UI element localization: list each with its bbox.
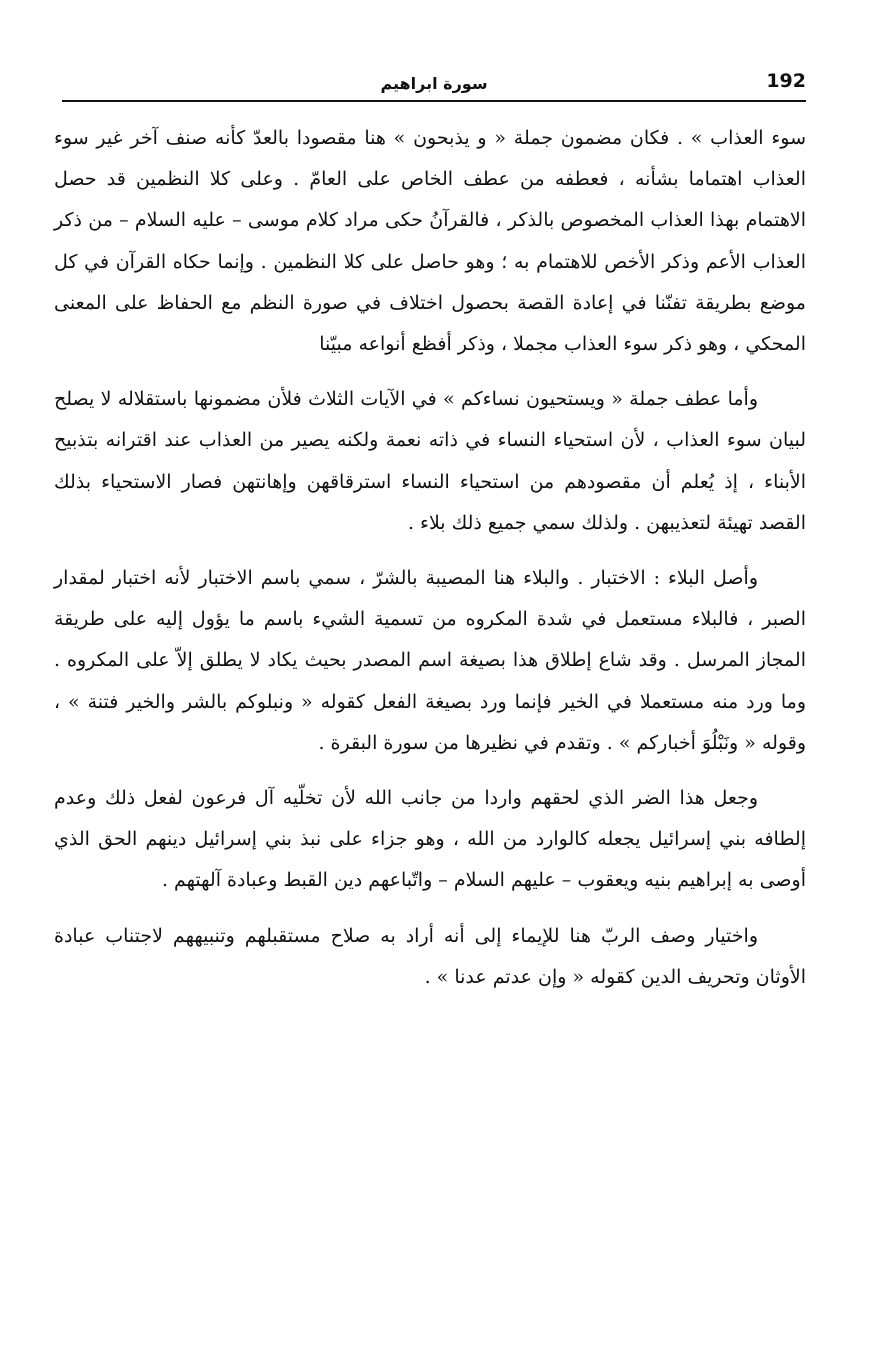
paragraph-5: واختيار وصف الربّ هنا للإيماء إلى أنه أراد به صلاح مستقبلهم وتنبيههم لاجتناب عبادة الأوثان وتحريف الدين كقوله « وإن عدتم عدنا » . — [54, 924, 806, 988]
body-text — [54, 118, 806, 998]
page-number: 192 — [766, 70, 806, 92]
paragraph-3: وأصل البلاء : الاختبار . والبلاء هنا المصيبة بالشرّ ، سمي باسم الاختبار لأنه اختبار لمقدار الصبر ، فالبلاء مستعمل في شدة المكروه من تسمية الشيء باسم ما يؤول إليه على طريقة المجاز المرسل . وقد شاع إطلاق هذا بصيغة اسم المصدر بحيث يكاد لا يطلق إلاّ على المكروه . وما ورد منه مستعملا في الخير فإنما ورد بصيغة الفعل كقوله « ونبلوكم بالشر والخير فتنة » ، وقوله « ونَبْلُوَ أخباركم » . وتقدم في نظيرها من سورة البقرة . — [54, 567, 806, 754]
page-header — [62, 66, 806, 102]
surah-title: سورة ابراهيم — [380, 74, 488, 93]
paragraph-1: سوء العذاب » . فكان مضمون جملة « و يذبحون » هنا مقصودا بالعدّ كأنه صنف آخر غير سوء العذاب اهتماما بشأنه ، فعطفه من عطف الخاص على العامّ . وعلى كلا النظمين قد حصل الاهتمام بهذا العذاب المخصوص بالذكر ، فالقرآنُ حكى مراد كلام موسى – عليه السلام – من ذكر العذاب الأعم وذكر الأخص للاهتمام به ؛ وهو حاصل على كلا النظمين . وإنما حكاه القرآن في كل موضع بطريقة تفنّنا في إعادة القصة بحصول اختلاف في صورة النظم مع الحفاظ على المعنى المحكي ، وهو ذكر سوء العذاب مجملا ، وذكر أفظع أنواعه مبيّنا — [54, 127, 806, 356]
paragraph-2: وأما عطف جملة « ويستحيون نساءكم » في الآيات الثلاث فلأن مضمونها باستقلاله لا يصلح لبيان سوء العذاب ، لأن استحياء النساء في ذاته نعمة ولكنه يصير من العذاب عند اقترانه بتذبيح الأبناء ، إذ يُعلم أن مقصودهم من استحياء النساء استرقاقهن وإهانتهن فصار الاستحياء بذلك القصد تهيئة لتعذيبهن . ولذلك سمي جميع ذلك بلاء . — [54, 388, 806, 534]
paragraph-4: وجعل هذا الضر الذي لحقهم واردا من جانب الله لأن تخلّيه آل فرعون لفعل ذلك وعدم إلطافه بني إسرائيل يجعله كالوارد من الله ، وهو جزاء على نبذ بني إسرائيل دينهم الحق الذي أوصى به إبراهيم بنيه ويعقوب – عليهم السلام – واتّباعهم دين القبط وعبادة آلهتهم . — [54, 787, 806, 892]
